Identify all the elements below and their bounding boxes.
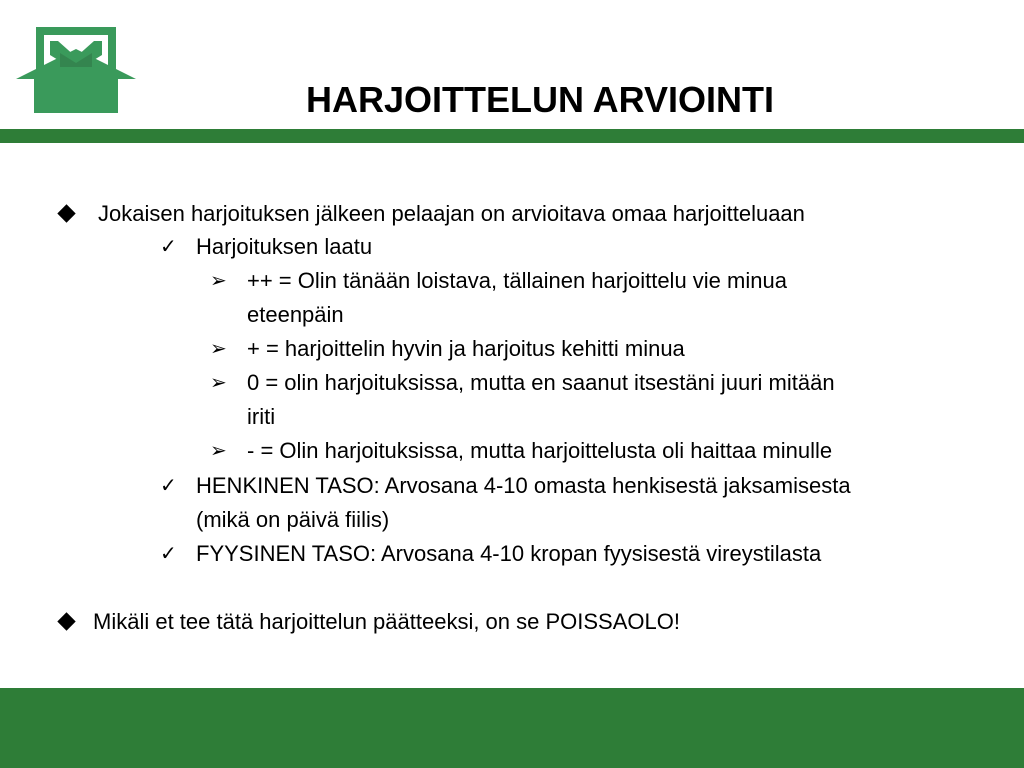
arrow-bullet-icon: ➢ [210,338,227,360]
arrow-item-text: - = Olin harjoituksissa, mutta harjoittelusta oli haittaa minulle [247,438,833,463]
arrow-item-text: iriti [247,404,276,429]
main-bullet-text: Mikäli et tee tätä harjoittelun päätteeksi, on se POISSAOLO! [93,609,680,634]
arrow-bullet-icon: ➢ [210,440,227,462]
footer-bar [0,688,1024,768]
check-icon: ✓ [160,543,177,565]
arrow-item-text: ++ = Olin tänään loistava, tällainen harjoittelu vie minua [247,268,787,293]
page-title: HARJOITTELUN ARVIOINTI [305,79,775,120]
check-icon: ✓ [160,236,177,258]
arrow-item-text: 0 = olin harjoituksissa, mutta en saanut itsestäni juuri mitään [247,370,835,395]
check-item-text: HENKINEN TASO: Arvosana 4-10 omasta henkisestä jaksamisesta [196,473,851,498]
arrow-item-text: eteenpäin [247,302,344,327]
main-bullet-text: Jokaisen harjoituksen jälkeen pelaajan on arvioitava omaa harjoitteluaan [98,201,805,226]
check-item-text: Harjoituksen laatu [196,234,373,259]
diamond-bullet-icon [60,197,73,231]
arrow-bullet-icon: ➢ [210,372,227,394]
check-item-text: FYYSINEN TASO: Arvosana 4-10 kropan fyysisestä vireystilasta [196,541,822,566]
check-item-text: (mikä on päivä fiilis) [196,507,390,532]
diamond-bullet-icon [60,605,73,639]
arrow-item-text: + = harjoittelin hyvin ja harjoitus kehitti minua [247,336,685,361]
check-icon: ✓ [160,475,177,497]
arrow-bullet-icon: ➢ [210,270,227,292]
